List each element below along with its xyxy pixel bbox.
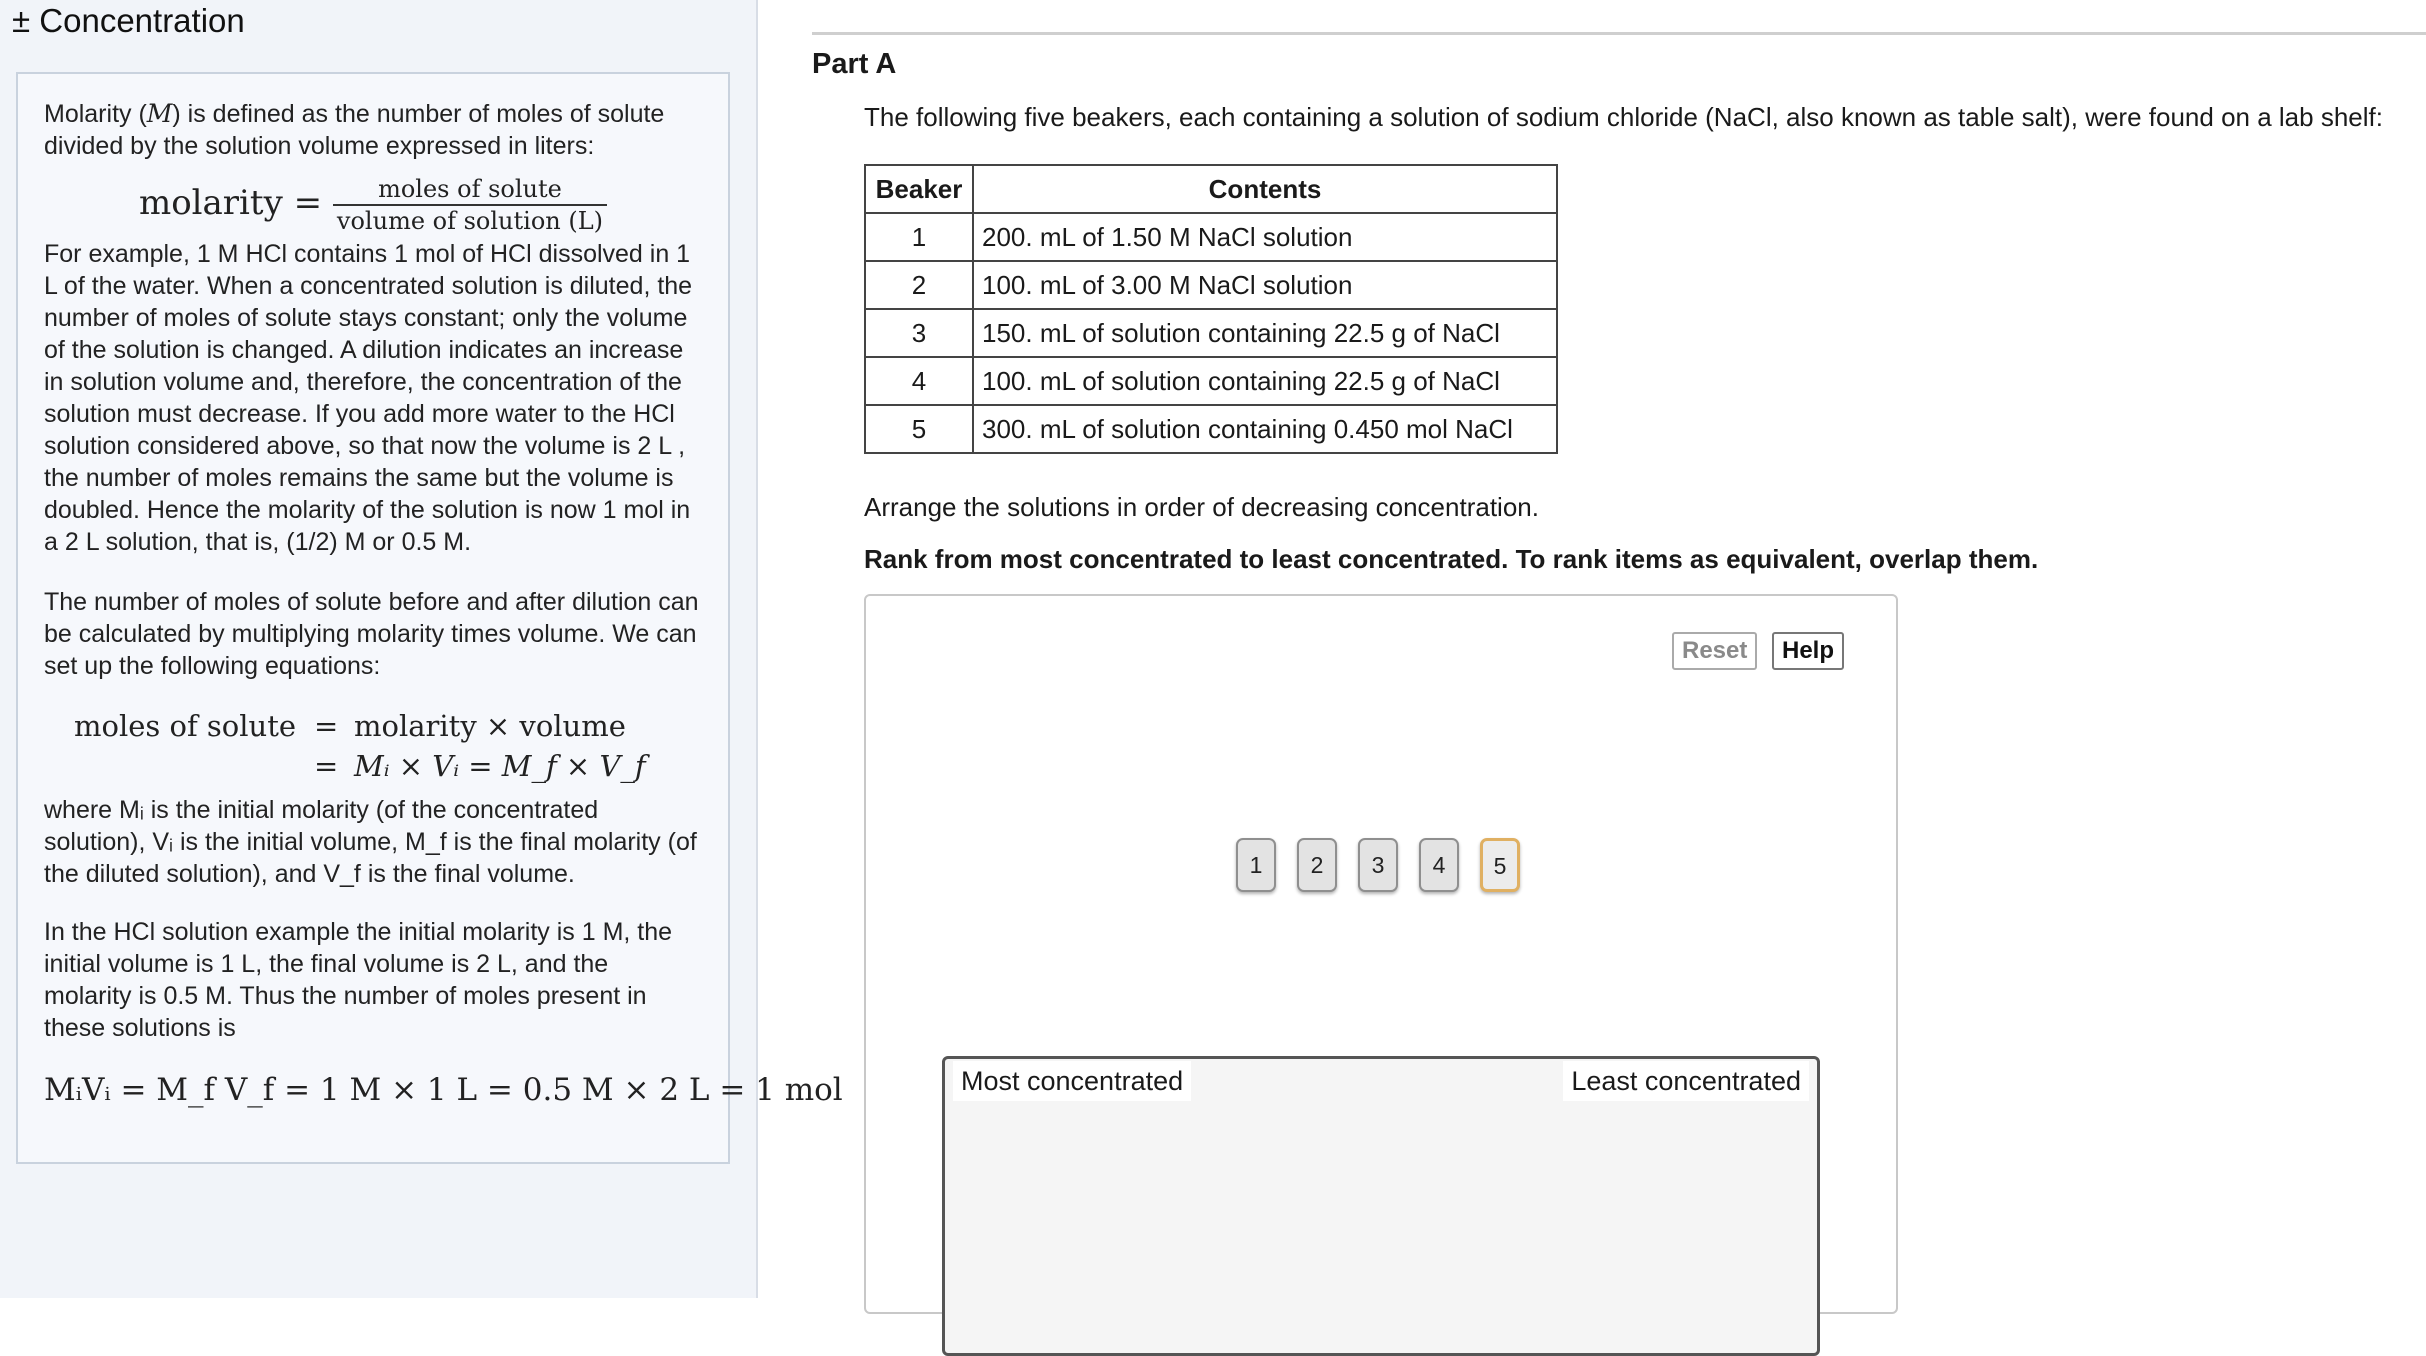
molarity-formula: molarity = $\frac{\text{moles of solute}}{\text{volume of solution (L)}}$ <box>44 174 702 236</box>
column-header-beaker: Beaker <box>865 165 973 213</box>
help-button[interactable]: Help <box>1772 632 1844 670</box>
question-intro: The following five beakers, each containing a solution of sodium chloride (NaCl, also known as table salt), were found on a lab shelf: <box>864 102 2383 132</box>
table-header-row <box>865 165 1557 213</box>
beaker-number: 5 <box>865 405 973 453</box>
beaker-contents: 300. mL of solution containing 0.450 mol NaCl <box>973 405 1557 453</box>
hint-paragraph-3: The number of moles of solute before and after dilution can be calculated by multiplying molarity times volume. We can set up the following equations: <box>44 588 699 680</box>
column-header-contents: Contents <box>973 165 1557 213</box>
hint-title[interactable]: ± Concentration <box>12 2 245 39</box>
hint-content <box>16 72 843 1164</box>
table-row <box>865 405 1557 453</box>
beaker-contents: 100. mL of solution containing 22.5 g of NaCl <box>973 357 1557 405</box>
beaker-table <box>864 164 1558 454</box>
ranking-widget <box>864 594 1898 1314</box>
hint-paragraph-2: For example, 1 M HCl contains 1 mol of HCl dissolved in 1 L of the water. When a concentrated solution is diluted, the number of moles of solute stays constant; only the volume of the solution is changed. A dilution indicates an increase in solution volume and, therefore, the concentration of the solution must decrease. If you add more water to the HCl solution considered above, so that now the volume is 2 L , the number of moles remains the same but the volume is doubled. Hence the molarity of the solution is now 1 mol in a 2 L solution, that is, (1/2) M or 0.5 M. <box>44 240 693 556</box>
rank-item-4[interactable]: 4 <box>1419 838 1459 892</box>
formula-numerator: moles of solute <box>333 174 607 206</box>
rank-instruction: Rank from most concentrated to least concentrated. To rank items as equivalent, overlap them. <box>864 544 2039 574</box>
part-title: Part A <box>812 48 897 80</box>
table-row <box>865 213 1557 261</box>
table-row <box>865 261 1557 309</box>
final-equation: MᵢVᵢ = M_f V_f = 1 M × 1 L = 0.5 M × 2 L = 1 mol <box>44 1072 843 1108</box>
question-panel <box>758 0 2426 1298</box>
dilution-equations: moles of solute = molarity × volume = Mᵢ × Vᵢ = M_f × V_f <box>74 709 646 783</box>
beaker-number: 1 <box>865 213 973 261</box>
formula-denominator: volume of solution (L) <box>336 207 604 235</box>
rank-item-1[interactable]: 1 <box>1236 838 1276 892</box>
beaker-number: 2 <box>865 261 973 309</box>
hint-panel <box>0 0 843 1298</box>
table-row <box>865 309 1557 357</box>
beaker-contents: 200. mL of 1.50 M NaCl solution <box>973 213 1557 261</box>
reset-button[interactable]: Reset <box>1672 632 1757 670</box>
hint-paragraph-5: In the HCl solution example the initial molarity is 1 M, the initial volume is 1 L, the final volume is 2 L, and the molarity is 0.5 M. Thus the number of moles present in these solutions is <box>44 918 673 1042</box>
hint-paragraph-4: where Mᵢ is the initial molarity (of the concentrated solution), Vᵢ is the initial volume, M_f is the final molarity (of the diluted solution), and V_f is the final volume. <box>44 796 697 888</box>
divider <box>812 32 2426 35</box>
beaker-contents: 150. mL of solution containing 22.5 g of NaCl <box>973 309 1557 357</box>
instruction-text: Arrange the solutions in order of decreasing concentration. <box>864 492 1539 522</box>
hint-paragraph-1: Molarity (M) is defined as the number of moles of solute divided by the solution volume expressed in liters: <box>44 99 665 160</box>
ranking-drop-zone[interactable] <box>942 1056 1820 1356</box>
beaker-number: 3 <box>865 309 973 357</box>
least-concentrated-label: Least concentrated <box>1563 1061 1809 1101</box>
rank-item-5[interactable]: 5 <box>1480 838 1520 892</box>
rank-item-2[interactable]: 2 <box>1297 838 1337 892</box>
most-concentrated-label: Most concentrated <box>953 1061 1191 1101</box>
beaker-number: 4 <box>865 357 973 405</box>
beaker-contents: 100. mL of 3.00 M NaCl solution <box>973 261 1557 309</box>
rank-item-3[interactable]: 3 <box>1358 838 1398 892</box>
table-row <box>865 357 1557 405</box>
